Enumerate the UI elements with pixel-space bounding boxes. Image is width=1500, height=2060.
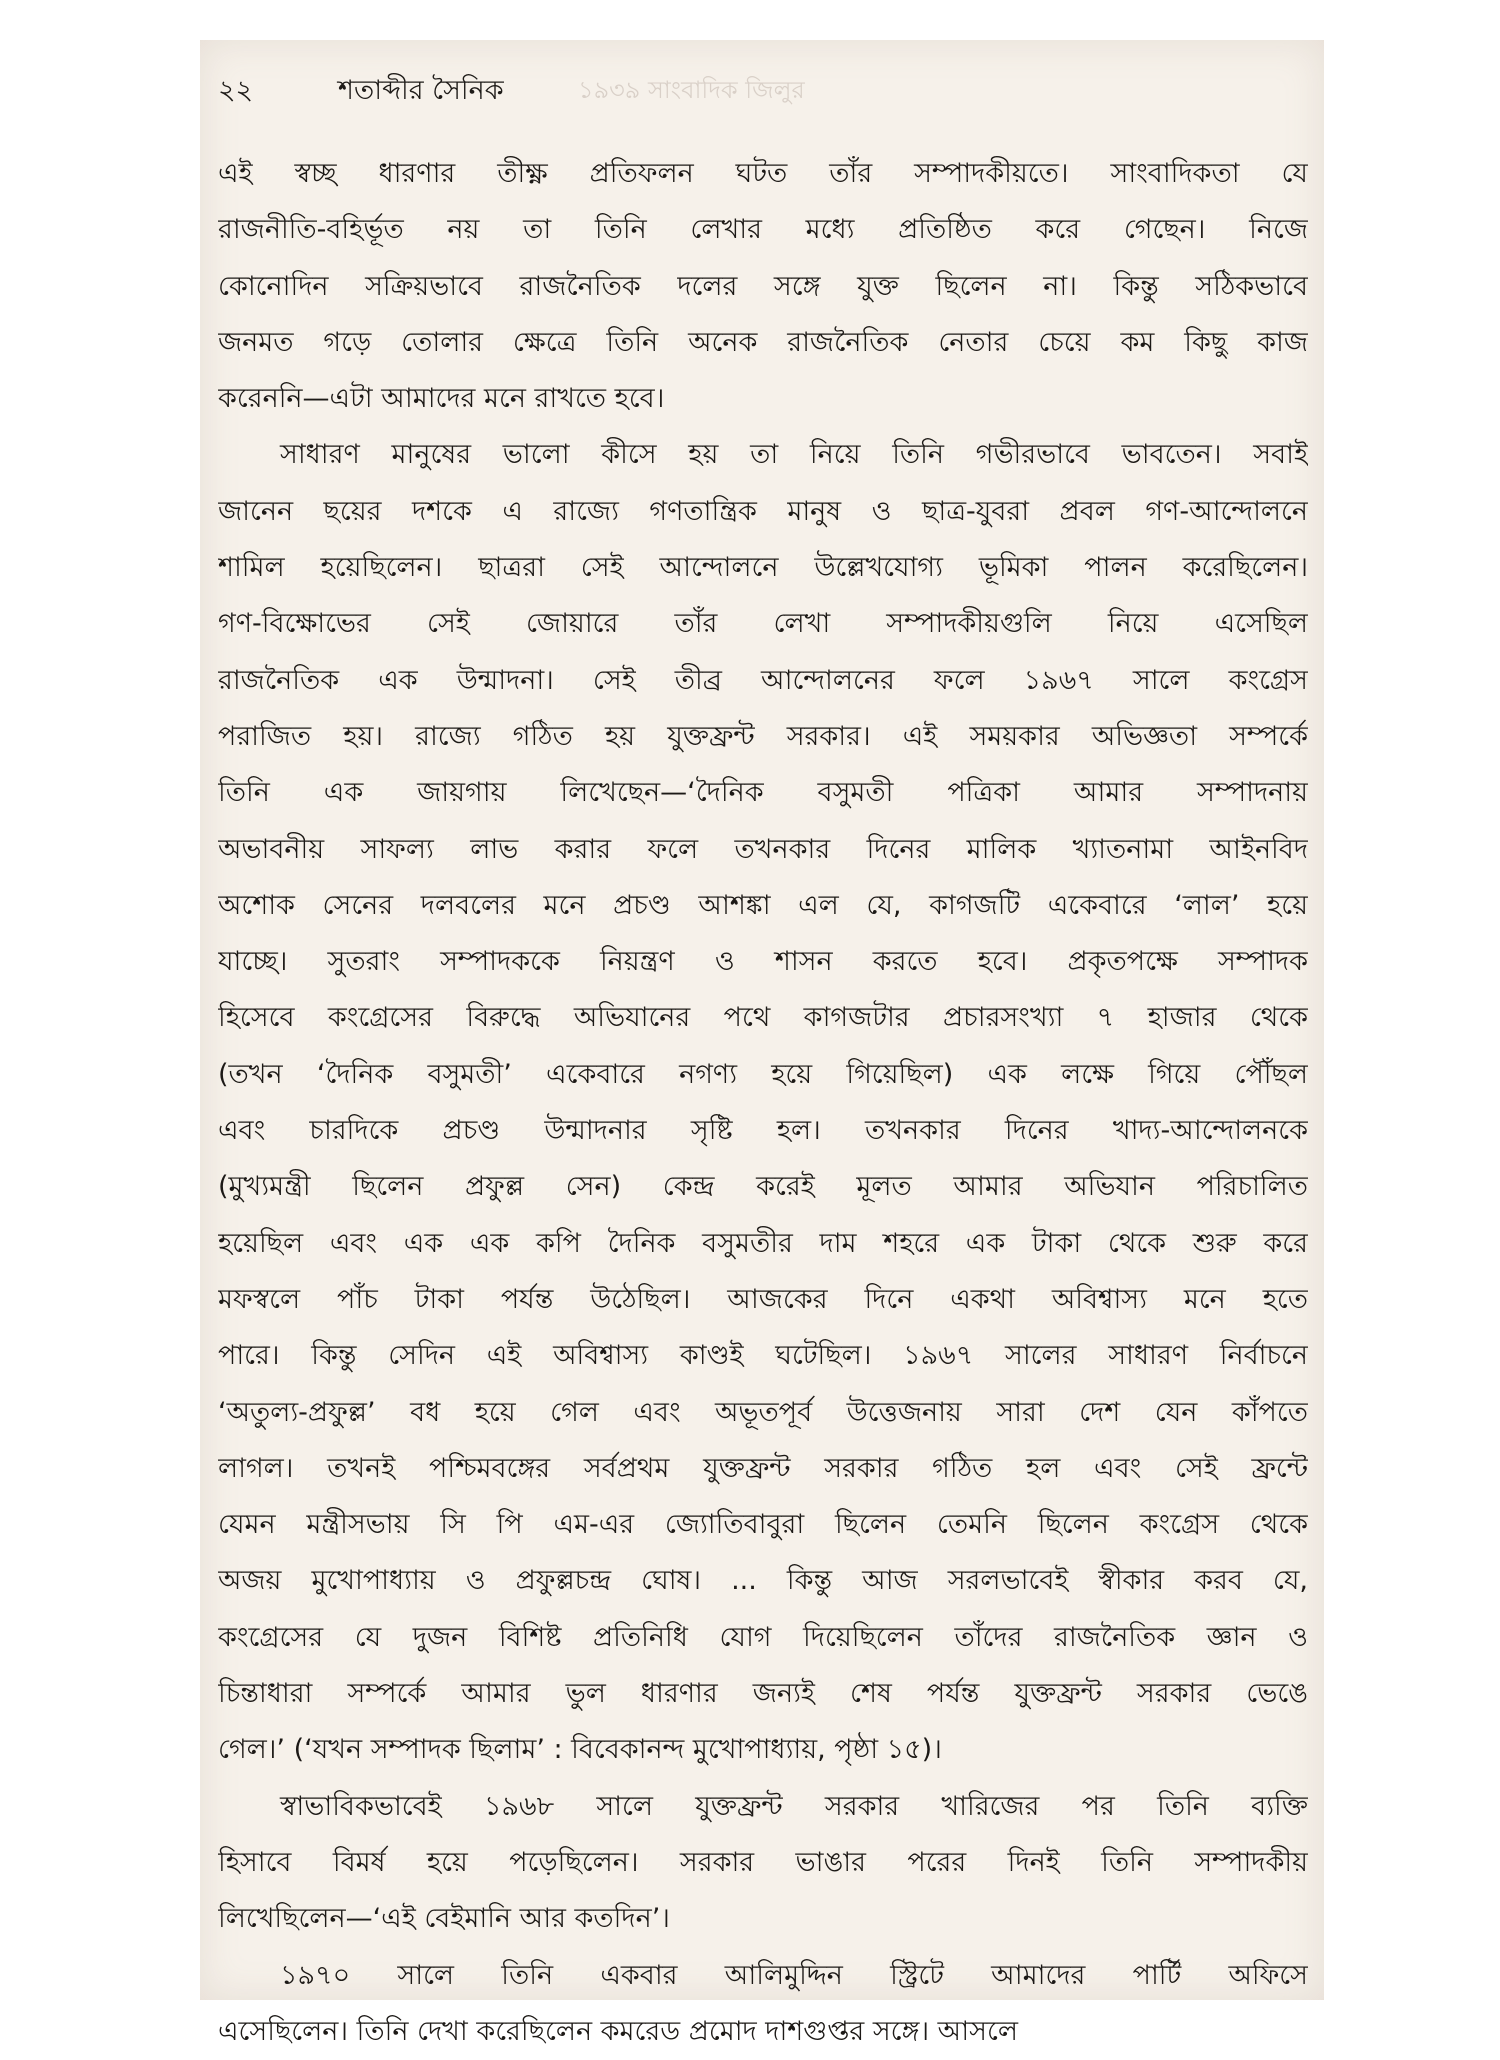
text-line: গণ-বিক্ষোভের সেই জোয়ারে তাঁর লেখা সম্পাদকীয়গুলি নিয়ে এসেছিল [218, 596, 1308, 652]
text-line: এবং চারদিকে প্রচণ্ড উন্মাদনার সৃষ্টি হল। তখনকার দিনের খাদ্য-আন্দোলনকে [218, 1103, 1308, 1159]
text-line: এই স্বচ্ছ ধারণার তীক্ষ্ণ প্রতিফলন ঘটত তাঁর সম্পাদকীয়তে। সাংবাদিকতা যে [218, 146, 1308, 202]
paragraph [218, 1948, 1308, 2060]
text-line: হিসেবে কংগ্রেসের বিরুদ্ধে অভিযানের পথে কাগজটার প্রচারসংখ্যা ৭ হাজার থেকে [218, 990, 1308, 1046]
text-line: হিসাবে বিমর্ষ হয়ে পড়েছিলেন। সরকার ভাঙার পরের দিনই তিনি সম্পাদকীয় [218, 1835, 1308, 1891]
text-line: অশোক সেনের দলবলের মনে প্রচণ্ড আশঙ্কা এল যে, কাগজটি একেবারে ‘লাল’ হয়ে [218, 878, 1308, 934]
body-text [218, 146, 1308, 2060]
text-line: মফস্বলে পাঁচ টাকা পর্যন্ত উঠেছিল। আজকের দিনে একথা অবিশ্বাস্য মনে হতে [218, 1272, 1308, 1328]
text-line: লিখেছিলেন—‘এই বেইমানি আর কতদিন’। [218, 1891, 1308, 1947]
paragraph [218, 146, 1308, 427]
bleed-through-text: ১৯৩৯ সাংবাদিক জিলুর [578, 72, 805, 112]
running-title: শতাব্দীর সৈনিক [338, 70, 504, 115]
text-line: যাচ্ছে। সুতরাং সম্পাদককে নিয়ন্ত্রণ ও শাসন করতে হবে। প্রকৃতপক্ষে সম্পাদক [218, 934, 1308, 990]
text-line: কংগ্রেসের যে দুজন বিশিষ্ট প্রতিনিধি যোগ দিয়েছিলেন তাঁদের রাজনৈতিক জ্ঞান ও [218, 1610, 1308, 1666]
text-line: এসেছিলেন। তিনি দেখা করেছিলেন কমরেড প্রমোদ দাশগুপ্তর সঙ্গে। আসলে [218, 2004, 1308, 2060]
text-line: জানেন ছয়ের দশকে এ রাজ্যে গণতান্ত্রিক মানুষ ও ছাত্র-যুবরা প্রবল গণ-আন্দোলনে [218, 484, 1308, 540]
text-line: গেল।’ (‘যখন সম্পাদক ছিলাম’ : বিবেকানন্দ মুখোপাধ্যায়, পৃষ্ঠা ১৫)। [218, 1722, 1308, 1778]
text-line: সাধারণ মানুষের ভালো কীসে হয় তা নিয়ে তিনি গভীরভাবে ভাবতেন। সবাই [218, 427, 1308, 483]
text-line: পারে। কিন্তু সেদিন এই অবিশ্বাস্য কাণ্ডই ঘটেছিল। ১৯৬৭ সালের সাধারণ নির্বাচনে [218, 1328, 1308, 1384]
page-header [218, 70, 1308, 120]
text-line: শামিল হয়েছিলেন। ছাত্ররা সেই আন্দোলনে উল্লেখযোগ্য ভূমিকা পালন করেছিলেন। [218, 540, 1308, 596]
text-line: (মুখ্যমন্ত্রী ছিলেন প্রফুল্ল সেন) কেন্দ্র করেই মূলত আমার অভিযান পরিচালিত [218, 1159, 1308, 1215]
text-line: হয়েছিল এবং এক এক কপি দৈনিক বসুমতীর দাম শহরে এক টাকা থেকে শুরু করে [218, 1216, 1308, 1272]
text-line: কোনোদিন সক্রিয়ভাবে রাজনৈতিক দলের সঙ্গে যুক্ত ছিলেন না। কিন্তু সঠিকভাবে [218, 259, 1308, 315]
text-line: ১৯৭০ সালে তিনি একবার আলিমুদ্দিন স্ট্রিটে আমাদের পার্টি অফিসে [218, 1948, 1308, 2004]
text-line: লাগল। তখনই পশ্চিমবঙ্গের সর্বপ্রথম যুক্তফ্রন্ট সরকার গঠিত হল এবং সেই ফ্রন্টে [218, 1441, 1308, 1497]
paragraph [218, 427, 1308, 1778]
text-line: ‘অতুল্য-প্রফুল্ল’ বধ হয়ে গেল এবং অভূতপূর্ব উত্তেজনায় সারা দেশ যেন কাঁপতে [218, 1385, 1308, 1441]
text-line: রাজনীতি-বহির্ভূত নয় তা তিনি লেখার মধ্যে প্রতিষ্ঠিত করে গেছেন। নিজে [218, 202, 1308, 258]
text-line: তিনি এক জায়গায় লিখেছেন—‘দৈনিক বসুমতী পত্রিকা আমার সম্পাদনায় [218, 765, 1308, 821]
text-line: (তখন ‘দৈনিক বসুমতী’ একেবারে নগণ্য হয়ে গিয়েছিল) এক লক্ষে গিয়ে পৌঁছল [218, 1047, 1308, 1103]
text-line: করেননি—এটা আমাদের মনে রাখতে হবে। [218, 371, 1308, 427]
text-line: পরাজিত হয়। রাজ্যে গঠিত হয় যুক্তফ্রন্ট সরকার। এই সময়কার অভিজ্ঞতা সম্পর্কে [218, 709, 1308, 765]
text-line: রাজনৈতিক এক উন্মাদনা। সেই তীব্র আন্দোলনের ফলে ১৯৬৭ সালে কংগ্রেস [218, 653, 1308, 709]
text-line: অভাবনীয় সাফল্য লাভ করার ফলে তখনকার দিনের মালিক খ্যাতনামা আইনবিদ [218, 822, 1308, 878]
book-page [200, 40, 1324, 2000]
text-line: জনমত গড়ে তোলার ক্ষেত্রে তিনি অনেক রাজনৈতিক নেতার চেয়ে কম কিছু কাজ [218, 315, 1308, 371]
text-line: যেমন মন্ত্রীসভায় সি পি এম-এর জ্যোতিবাবুরা ছিলেন তেমনি ছিলেন কংগ্রেস থেকে [218, 1497, 1308, 1553]
page-number: ২২ [218, 70, 253, 115]
text-line: চিন্তাধারা সম্পর্কে আমার ভুল ধারণার জন্যই শেষ পর্যন্ত যুক্তফ্রন্ট সরকার ভেঙে [218, 1666, 1308, 1722]
text-line: অজয় মুখোপাধ্যায় ও প্রফুল্লচন্দ্র ঘোষ। ... কিন্তু আজ সরলভাবেই স্বীকার করব যে, [218, 1553, 1308, 1609]
paragraph [218, 1779, 1308, 1948]
text-line: স্বাভাবিকভাবেই ১৯৬৮ সালে যুক্তফ্রন্ট সরকার খারিজের পর তিনি ব্যক্তি [218, 1779, 1308, 1835]
